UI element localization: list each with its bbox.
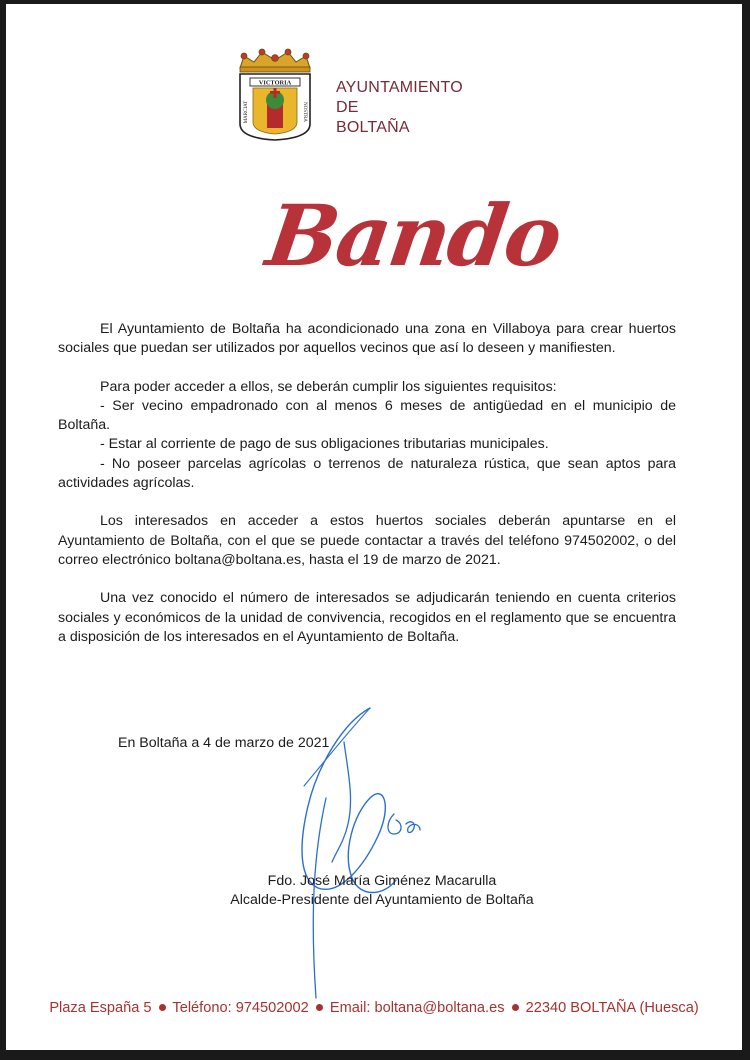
org-line: DE [336, 99, 359, 116]
requirement-item: - No poseer parcelas agrícolas o terrenos de naturaleza rústica, que sean aptos para actividades agrícolas. [58, 455, 676, 492]
crest-banner-text: VICTORIA [258, 79, 292, 87]
paragraph-text: Una vez conocido el número de interesados se adjudicarán teniendo en cuenta criterios sociales y económicos de la unidad de convivencia, recogidos en el reglamento que se encuentra a disposición de los interesados en el Ayuntamiento de Boltaña. [58, 590, 676, 645]
requirement-item: - Estar al corriente de pago de sus obligaciones tributarias municipales. [100, 436, 549, 453]
paragraph-text: Los interesados en acceder a estos huertos sociales deberán apuntarse en el Ayuntamiento de Boltaña, con el que se puede contactar a través del teléfono 974502002, o del correo electrónico boltana@boltana.es, hasta el 19 de marzo de 2021. [58, 513, 676, 568]
footer-contact [6, 1000, 742, 1016]
signer-block [212, 872, 552, 910]
date-line: En Boltaña a 4 de marzo de 2021 [118, 735, 330, 751]
org-line: AYUNTAMIENTO [336, 79, 463, 96]
footer-phone: Teléfono: 974502002 [172, 1000, 309, 1016]
bullet-dot-icon [512, 1004, 519, 1011]
requirements-block [58, 378, 676, 494]
signer-title: Alcalde-Presidente del Ayuntamiento de Boltaña [230, 892, 534, 908]
signer-name: Fdo. José María Giménez Macarulla [267, 873, 497, 889]
requirement-item: - Ser vecino empadronado con al menos 6 meses de antigüedad en el municipio de Boltaña. [58, 397, 676, 434]
requirements-intro: Para poder acceder a ellos, se deberán cumplir los siguientes requisitos: [100, 378, 557, 395]
org-line: BOLTAÑA [336, 119, 410, 136]
document-body [58, 320, 676, 666]
paragraph [58, 320, 676, 359]
paragraph-text: El Ayuntamiento de Boltaña ha acondicionado una zona en Villaboya para crear huertos sociales que puedan ser utilizados por aquellos vecinos que así lo deseen y manifiesten. [58, 321, 676, 357]
bullet-dot-icon [316, 1004, 323, 1011]
footer-email: Email: boltana@boltana.es [329, 1000, 505, 1016]
crest-side-right-text: NOSTRA [302, 101, 307, 123]
bullet-dot-icon [159, 1004, 166, 1011]
paragraph [58, 589, 676, 647]
footer-postal: 22340 BOLTAÑA (Huesca) [525, 1000, 699, 1016]
crown-icon [240, 49, 310, 72]
org-name [336, 78, 463, 138]
crest-side-left-text: MARCIAT [244, 100, 249, 124]
document-page [6, 4, 742, 1050]
paragraph [58, 512, 676, 570]
coat-of-arms-logo [232, 48, 318, 142]
footer-address: Plaza España 5 [49, 1000, 152, 1016]
document-title: Bando [261, 186, 567, 285]
signature-scribble [274, 702, 434, 1002]
